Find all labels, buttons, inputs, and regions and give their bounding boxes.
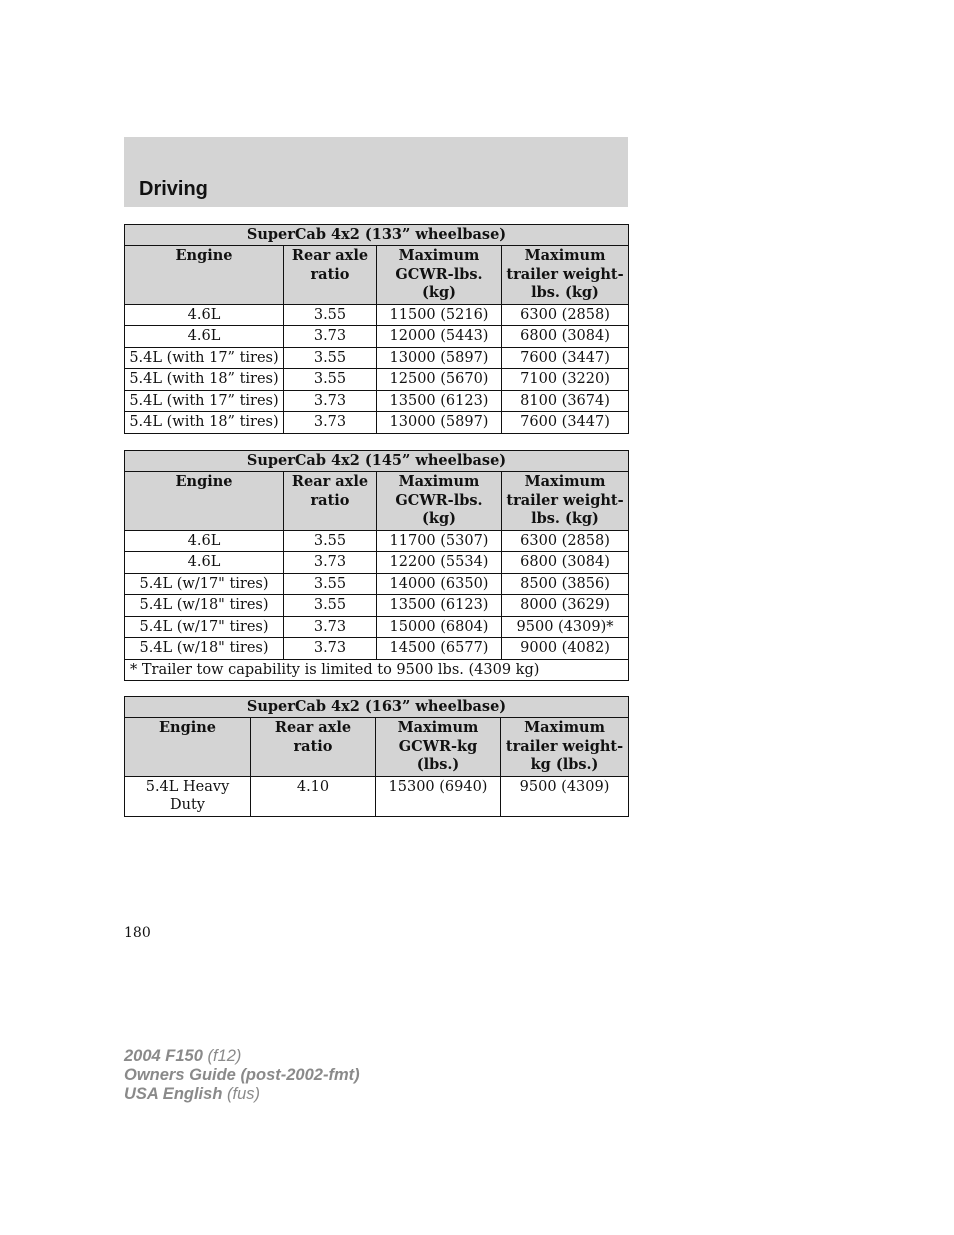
table-row xyxy=(125,326,629,348)
table-footnote: * Trailer tow capability is limited to 9500 lbs. (4309 kg) xyxy=(125,659,629,681)
cell-gcwr: 13000 (5897) xyxy=(377,412,502,434)
cell-trailer-weight: 7100 (3220) xyxy=(502,369,629,391)
document-footer xyxy=(124,1047,360,1104)
cell-engine: 5.4L Heavy Duty xyxy=(125,776,251,816)
cell-engine: 5.4L (with 18” tires) xyxy=(125,369,284,391)
footer-line-guide xyxy=(124,1066,360,1085)
cell-gcwr: 12000 (5443) xyxy=(377,326,502,348)
cell-trailer-weight: 8100 (3674) xyxy=(502,390,629,412)
cell-gcwr: 11500 (5216) xyxy=(377,304,502,326)
column-header-gcwr: Maximum GCWR-lbs. (kg) xyxy=(377,472,502,531)
table-row xyxy=(125,530,629,552)
cell-engine: 5.4L (w/17" tires) xyxy=(125,616,284,638)
cell-axle: 3.73 xyxy=(284,638,377,660)
cell-engine: 4.6L xyxy=(125,530,284,552)
cell-axle: 3.55 xyxy=(284,369,377,391)
cell-axle: 3.73 xyxy=(284,552,377,574)
cell-axle: 3.55 xyxy=(284,304,377,326)
cell-trailer-weight: 8500 (3856) xyxy=(502,573,629,595)
column-header-trailer-weight: Maximum trailer weight-lbs. (kg) xyxy=(502,472,629,531)
cell-axle: 3.55 xyxy=(284,573,377,595)
cell-engine: 5.4L (with 18” tires) xyxy=(125,412,284,434)
cell-axle: 3.55 xyxy=(284,347,377,369)
column-header-axle: Rear axle ratio xyxy=(284,246,377,305)
page-number: 180 xyxy=(124,925,151,941)
cell-engine: 5.4L (with 17” tires) xyxy=(125,347,284,369)
cell-gcwr: 13000 (5897) xyxy=(377,347,502,369)
cell-gcwr: 15000 (6804) xyxy=(377,616,502,638)
cell-engine: 5.4L (w/18" tires) xyxy=(125,638,284,660)
cell-axle: 3.73 xyxy=(284,326,377,348)
cell-gcwr: 14000 (6350) xyxy=(377,573,502,595)
cell-engine: 5.4L (with 17” tires) xyxy=(125,390,284,412)
section-title: Driving xyxy=(139,178,208,200)
table-row xyxy=(125,616,629,638)
cell-engine: 5.4L (w/17" tires) xyxy=(125,573,284,595)
cell-engine: 4.6L xyxy=(125,304,284,326)
cell-axle: 3.73 xyxy=(284,616,377,638)
table-row xyxy=(125,390,629,412)
table-row xyxy=(125,369,629,391)
table-row xyxy=(125,776,629,816)
cell-trailer-weight: 6800 (3084) xyxy=(502,326,629,348)
table-title: SuperCab 4x2 (145” wheelbase) xyxy=(125,451,629,472)
towing-table-133 xyxy=(124,224,628,434)
cell-axle: 4.10 xyxy=(251,776,376,816)
table-title: SuperCab 4x2 (163” wheelbase) xyxy=(125,697,629,718)
cell-engine: 5.4L (w/18" tires) xyxy=(125,595,284,617)
cell-trailer-weight: 9500 (4309) xyxy=(501,776,629,816)
column-header-trailer-weight: Maximum trailer weight-kg (lbs.) xyxy=(501,718,629,777)
footer-language-code: (fus) xyxy=(227,1085,260,1103)
footer-language: USA English xyxy=(124,1085,223,1103)
cell-trailer-weight: 6300 (2858) xyxy=(502,304,629,326)
cell-gcwr: 12500 (5670) xyxy=(377,369,502,391)
footer-model-code: (f12) xyxy=(207,1047,242,1065)
cell-engine: 4.6L xyxy=(125,326,284,348)
cell-gcwr: 15300 (6940) xyxy=(376,776,501,816)
cell-trailer-weight: 9500 (4309)* xyxy=(502,616,629,638)
footer-guide: Owners Guide (post-2002-fmt) xyxy=(124,1066,360,1084)
cell-trailer-weight: 7600 (3447) xyxy=(502,347,629,369)
cell-axle: 3.73 xyxy=(284,412,377,434)
column-header-trailer-weight: Maximum trailer weight-lbs. (kg) xyxy=(502,246,629,305)
table-title: SuperCab 4x2 (133” wheelbase) xyxy=(125,225,629,246)
towing-table-163 xyxy=(124,696,628,817)
cell-gcwr: 13500 (6123) xyxy=(377,390,502,412)
column-header-axle: Rear axle ratio xyxy=(251,718,376,777)
cell-gcwr: 14500 (6577) xyxy=(377,638,502,660)
footer-line-model xyxy=(124,1047,360,1066)
cell-axle: 3.55 xyxy=(284,595,377,617)
column-header-engine: Engine xyxy=(125,246,284,305)
column-header-gcwr: Maximum GCWR-kg (lbs.) xyxy=(376,718,501,777)
cell-trailer-weight: 6800 (3084) xyxy=(502,552,629,574)
cell-trailer-weight: 9000 (4082) xyxy=(502,638,629,660)
table-row xyxy=(125,638,629,660)
table-row xyxy=(125,595,629,617)
cell-trailer-weight: 6300 (2858) xyxy=(502,530,629,552)
cell-axle: 3.73 xyxy=(284,390,377,412)
cell-trailer-weight: 7600 (3447) xyxy=(502,412,629,434)
cell-axle: 3.55 xyxy=(284,530,377,552)
footer-model: 2004 F150 xyxy=(124,1047,203,1065)
column-header-axle: Rear axle ratio xyxy=(284,472,377,531)
table-row xyxy=(125,412,629,434)
cell-trailer-weight: 8000 (3629) xyxy=(502,595,629,617)
towing-table-145 xyxy=(124,450,628,681)
cell-engine: 4.6L xyxy=(125,552,284,574)
column-header-engine: Engine xyxy=(125,472,284,531)
table-row xyxy=(125,304,629,326)
cell-gcwr: 13500 (6123) xyxy=(377,595,502,617)
table-row xyxy=(125,347,629,369)
column-header-engine: Engine xyxy=(125,718,251,777)
cell-gcwr: 11700 (5307) xyxy=(377,530,502,552)
table-row xyxy=(125,552,629,574)
footer-line-language xyxy=(124,1085,360,1104)
table-row xyxy=(125,573,629,595)
column-header-gcwr: Maximum GCWR-lbs. (kg) xyxy=(377,246,502,305)
cell-gcwr: 12200 (5534) xyxy=(377,552,502,574)
